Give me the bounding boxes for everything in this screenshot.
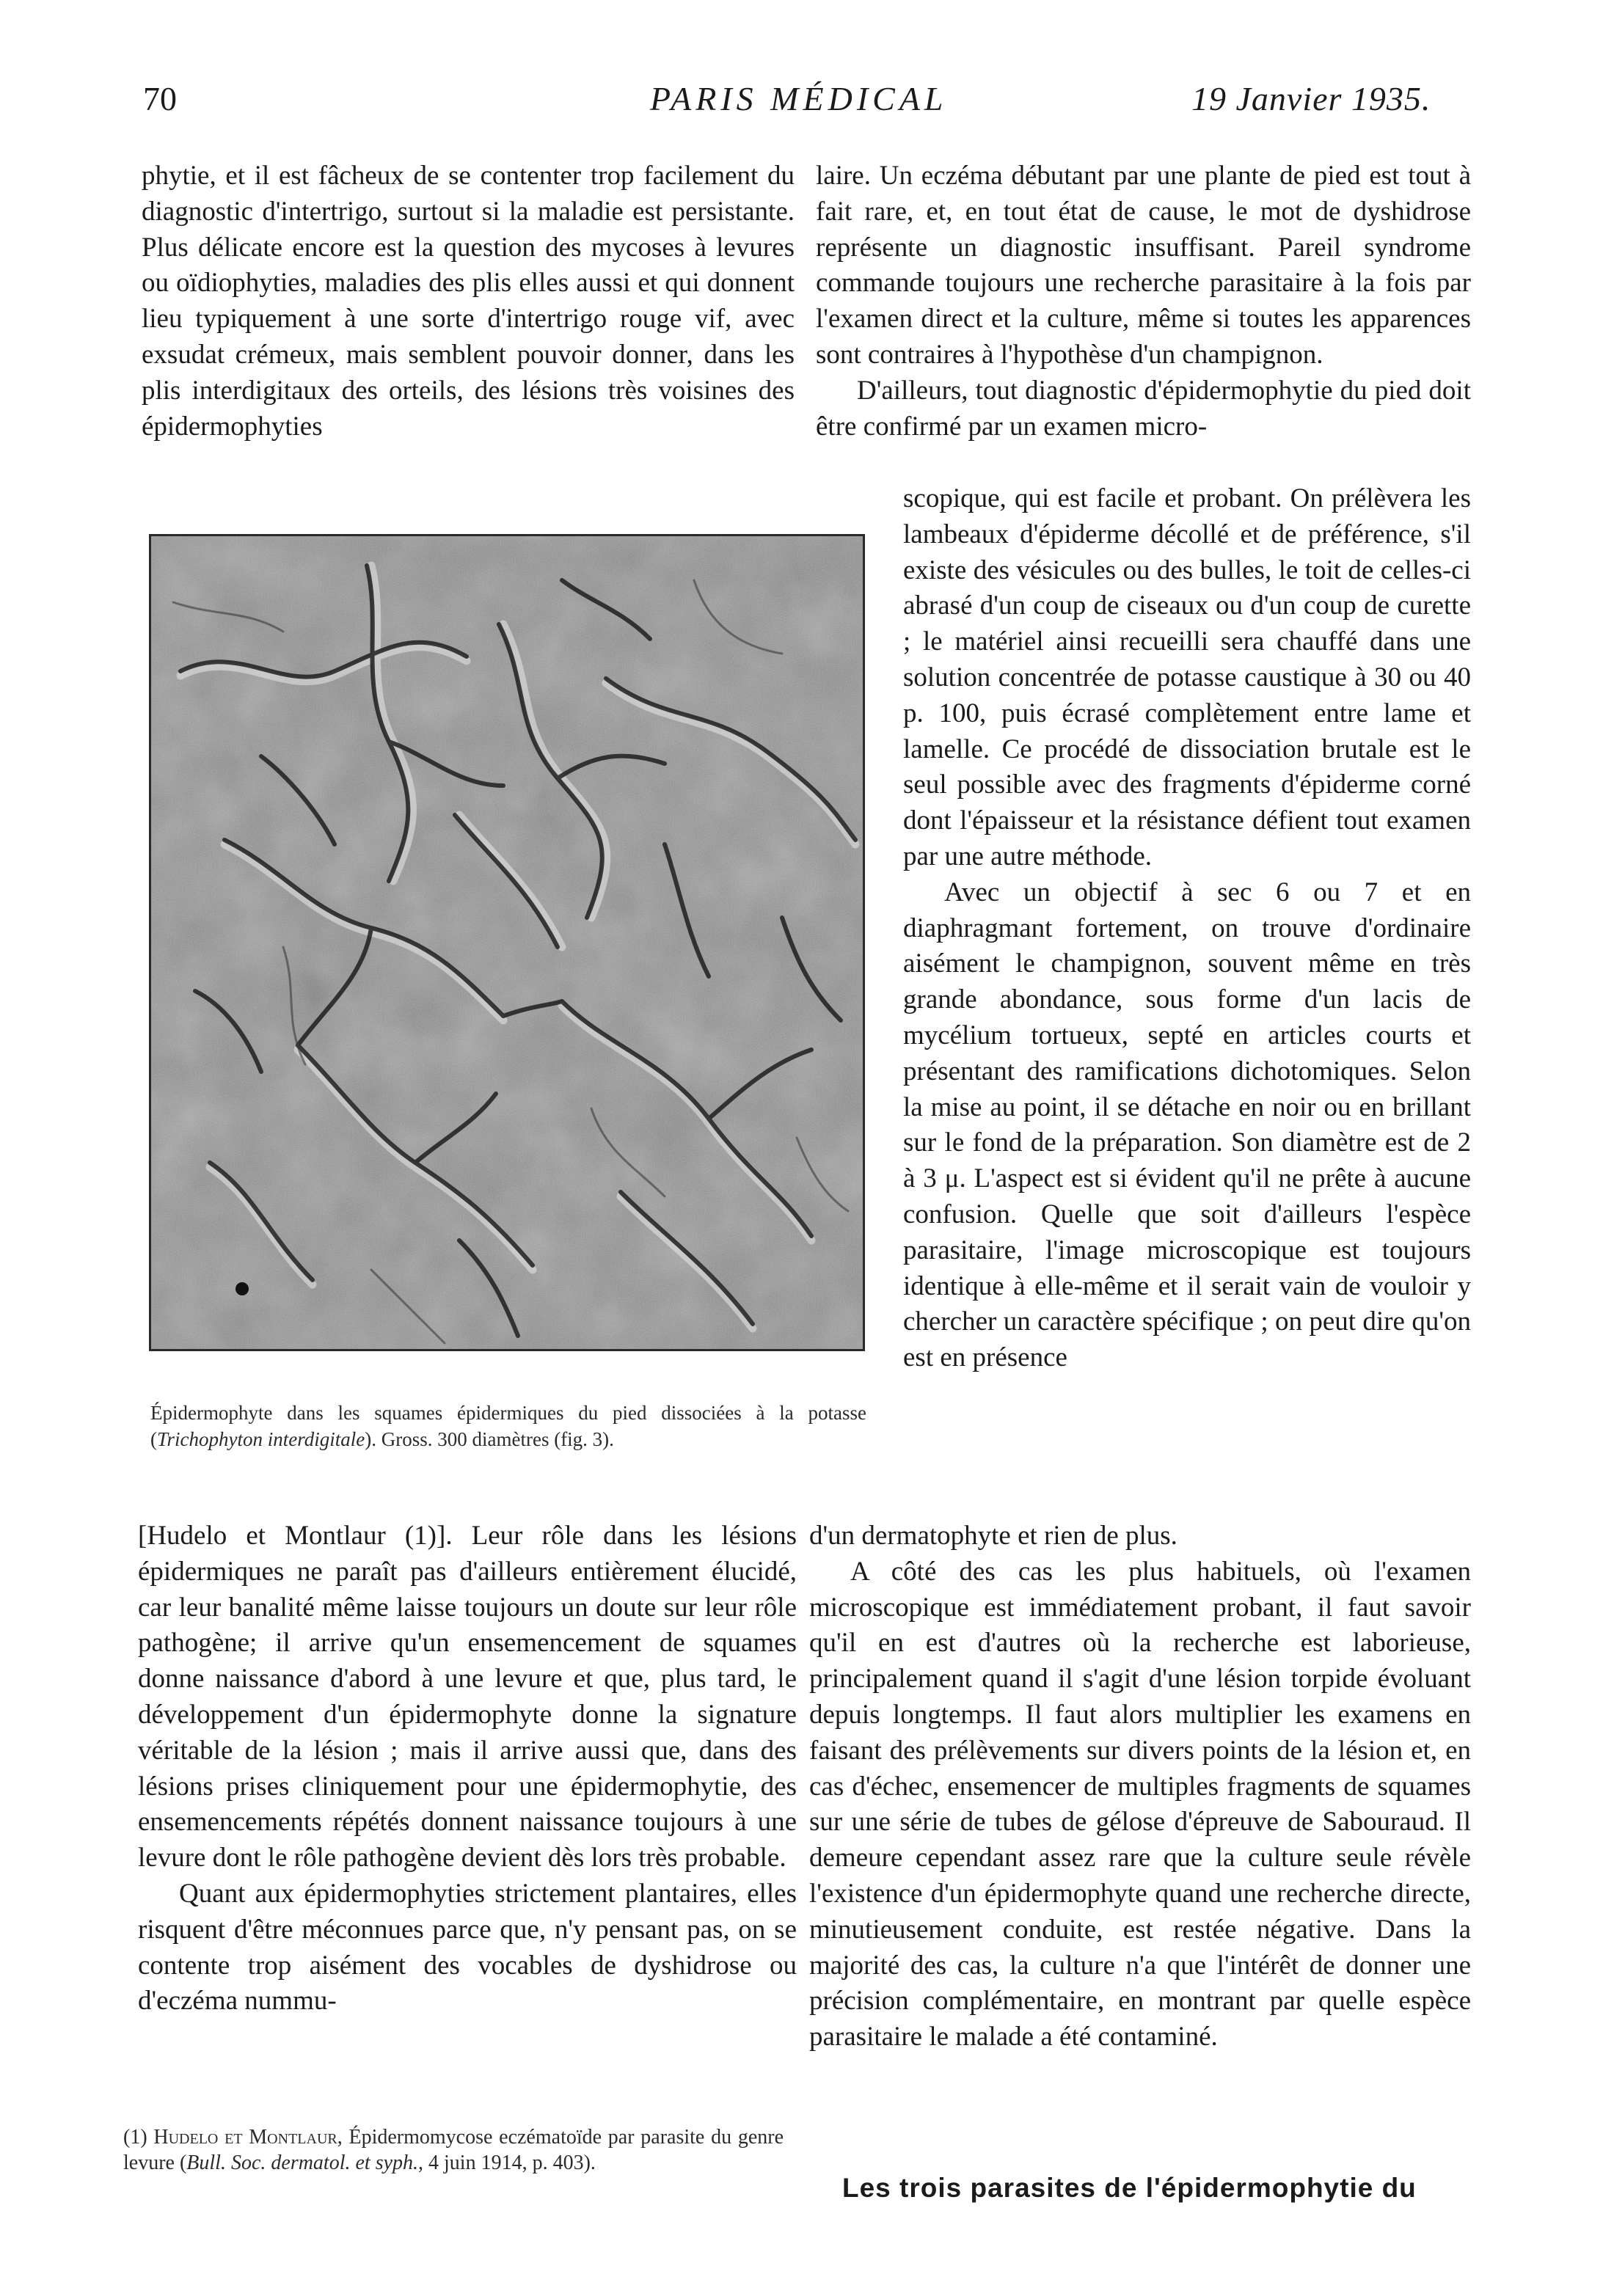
- footnote-text: , Épidermomycose eczématoïde par parasite du genre levure (: [123, 2126, 784, 2174]
- paragraph: D'ailleurs, tout diagnostic d'épidermophytie du pied doit être confirmé par un examen micro-: [816, 375, 1471, 442]
- paragraph: [Hudelo et Montlaur (1)]. Leur rôle dans les lésions épidermiques ne paraît pas d'ailleurs entièrement élucidé, car leur banalité même laisse toujours un doute sur leur rôle pathogène; il arrive qu'un ensemencement de squames donne naissance d'abord à une levure et que, plus tard, le développement d'un épidermophyte donne la signature véritable de la lésion ; mais il arrive aussi que, dans des lésions prises cliniquement pour une épidermophytie, des ensemencements répétés donnent naissance toujours à une levure dont le rôle pathogène devient dès lors très probable.: [138, 1521, 797, 1873]
- footnote-journal: Bull. Soc. dermatol. et syph.: [186, 2151, 419, 2174]
- paragraph: Avec un objectif à sec 6 ou 7 et en diaphragmant fortement, on trouve d'ordinaire aisément le champignon, souvent même en très grande abondance, sous forme d'un lacis de mycélium tortueux, septé en articles courts et présentant des ramifications dichotomiques. Selon la mise au point, il se détache en noir ou en brillant sur le fond de la préparation. Son diamètre est de 2 à 3 μ. L'aspect est si évident qu'il ne prête à aucune confusion. Quelle que soit d'ailleurs l'espèce parasitaire, l'image microscopique est toujours identique à elle-même et il serait vain de vouloir y chercher un caractère spécifique ; on peut dire qu'on est en présence: [903, 877, 1471, 1373]
- section-heading: Les trois parasites de l'épidermophytie du: [842, 2173, 1417, 2203]
- page-number: 70: [143, 80, 177, 117]
- footnote: [123, 2124, 784, 2176]
- issue-date: 19 Janvier 1935.: [1191, 80, 1431, 117]
- paragraph: A côté des cas les plus habituels, où l'examen microscopique est immédiatement probant, il faut savoir qu'il en est d'autres où la recherche est laborieuse, principalement quand il s'agit d'une lésion torpide évoluant depuis longtemps. Il faut alors multiplier les examens en faisant des prélèvements sur divers points de la lésion et, en cas d'échec, ensemencer de multiples fragments de squames sur une série de tubes de gélose d'épreuve de Sabouraud. Il demeure cependant assez rare que la culture seule révèle l'existence d'un épidermophyte quand une recherche directe, minutieusement conduite, est restée négative. Dans la majorité des cas, la culture n'a que l'intérêt de donner une précision complémentaire, en montrant par quelle espèce parasitaire le malade a été contaminé.: [809, 1556, 1471, 2052]
- journal-title: PARIS MÉDICAL: [650, 80, 948, 117]
- caption-text: Épidermophyte dans les squames épidermiques du pied dissociées à la potasse (: [150, 1402, 866, 1450]
- caption-species: Trichophyton interdigitale: [157, 1428, 365, 1450]
- paragraph: d'un dermatophyte et rien de plus.: [809, 1521, 1177, 1551]
- right-column-bottom: [809, 1518, 1471, 2055]
- left-column-bottom: [138, 1518, 797, 2019]
- footnote-text-end: , 4 juin 1914, p. 403).: [418, 2151, 596, 2174]
- caption-text-end: ). Gross. 300 diamètres (fig. 3).: [365, 1428, 614, 1450]
- paragraph: scopique, qui est facile et probant. On prélèvera les lambeaux d'épiderme décollé et de préférence, s'il existe des vésicules ou des bulles, le toit de celles-ci abrasé d'un coup de ciseaux ou d'un coup de curette ; le matériel ainsi recueilli sera chauffé dans une solution concentrée de potasse caustique à 30 ou 40 p. 100, puis écrasé complètement entre lame et lamelle. Ce procédé de dissociation brutale est le seul possible avec des fragments d'épiderme corné dont l'épaisseur et la résistance défient tout examen par une autre méthode.: [903, 483, 1471, 871]
- footnote-number: (1): [123, 2126, 154, 2149]
- right-column-top: [816, 158, 1471, 445]
- right-column-wrap: [903, 481, 1471, 1376]
- paragraph: laire. Un eczéma débutant par une plante de pied est tout à fait rare, et, en tout état de cause, le mot de dyshidrose représente un diagnostic insuffisant. Pareil syndrome commande toujours une recherche parasitaire à la fois par l'examen direct et la culture, même si toutes les apparences sont contraires à l'hypothèse d'un champignon.: [816, 161, 1471, 370]
- micrograph-figure: [149, 534, 865, 1351]
- paragraph: phytie, et il est fâcheux de se contenter trop facilement du diagnostic d'intertrigo, surtout si la maladie est persistante. Plus délicate encore est la question des mycoses à levures ou oïdiophyties, maladies des plis elles aussi et qui donnent lieu typiquement à une sorte d'intertrigo rouge vif, avec exsudat crémeux, mais semblent pouvoir donner, dans les plis interdigitaux des orteils, des lésions très voisines des épidermophyties: [142, 161, 795, 442]
- footnote-authors: Hudelo et Montlaur: [153, 2126, 337, 2149]
- figure-caption: [150, 1400, 866, 1452]
- paragraph: Quant aux épidermophyties strictement plantaires, elles risquent d'être méconnues parce que, n'y pensant pas, on se contente trop aisément des vocables de dyshidrose ou d'eczéma nummu-: [138, 1878, 797, 2017]
- left-column-top: [142, 158, 795, 481]
